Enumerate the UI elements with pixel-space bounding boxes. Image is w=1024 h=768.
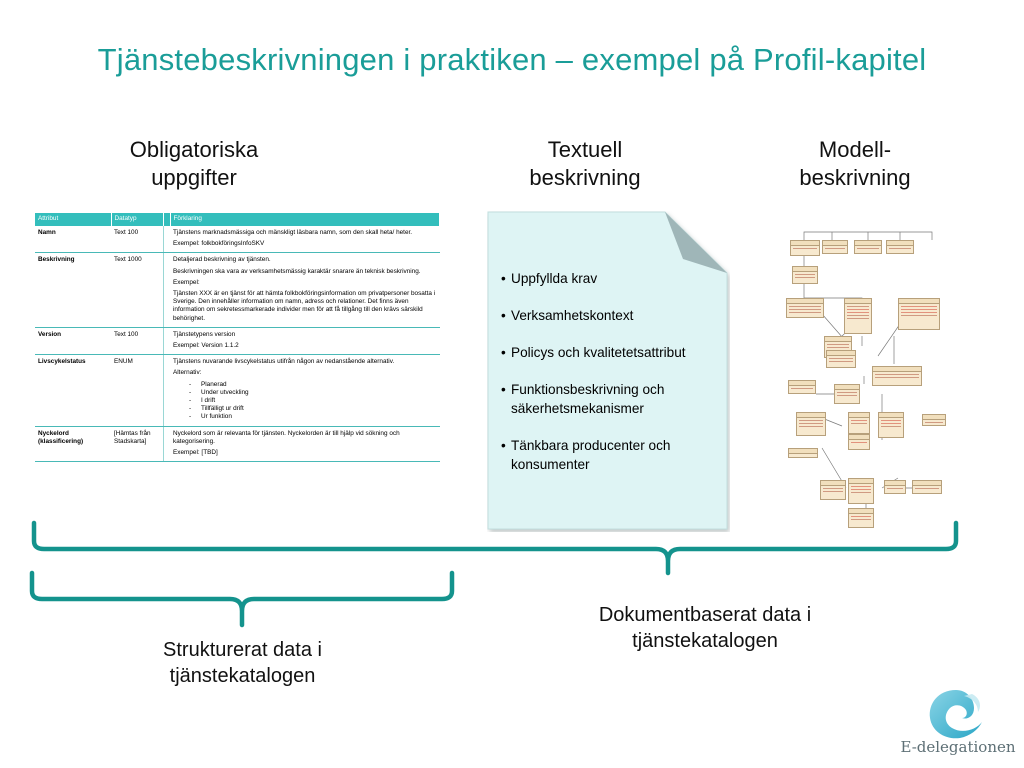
textual-items bbox=[501, 269, 723, 492]
row-attr: Namn bbox=[35, 226, 111, 253]
row-type: [Hämtas från Stadskarta] bbox=[111, 426, 163, 462]
list-item: • Verksamhetskontext bbox=[501, 306, 723, 325]
row-type: Text 1000 bbox=[111, 253, 163, 327]
list-item: • Tänkbara producenter och konsumenter bbox=[501, 436, 723, 474]
table-row bbox=[35, 426, 440, 462]
model-diagram bbox=[782, 226, 950, 528]
header-gap bbox=[163, 213, 170, 226]
logo-swirl-icon bbox=[898, 686, 1018, 742]
list-item: • Policys och kvalitetetsattribut bbox=[501, 343, 723, 362]
status-option: - Ur funktion bbox=[189, 413, 437, 421]
status-option: - Planerad bbox=[189, 381, 437, 389]
row-type: Text 100 bbox=[111, 327, 163, 354]
slide-title: Tjänstebeskrivningen i praktiken – exempel på Profil-kapitel bbox=[97, 42, 927, 77]
row-attr: Nyckelord (klassificering) bbox=[35, 426, 111, 462]
table-row bbox=[35, 253, 440, 327]
table-row bbox=[35, 226, 440, 253]
row-attr: Livscykelstatus bbox=[35, 355, 111, 426]
textual-description-document bbox=[487, 211, 730, 532]
row-explanation: Tjänstetypens version Exempel: Version 1.1.2 bbox=[170, 327, 440, 354]
status-option: - I drift bbox=[189, 397, 437, 405]
status-option: - Tillfälligt ur drift bbox=[189, 405, 437, 413]
header-attribut: Attribut bbox=[35, 213, 111, 226]
status-options bbox=[189, 381, 437, 422]
row-explanation: Nyckelord som är relevanta för tjänsten. Nyckelorden är till hjälp vid sökning och kategorisering. Exempel: [TBD] bbox=[170, 426, 440, 462]
row-attr: Beskrivning bbox=[35, 253, 111, 327]
label-structured-data: Strukturerat data i tjänstekatalogen bbox=[163, 639, 322, 687]
row-explanation: Tjänstens marknadsmässiga och mänskligt läsbara namn, som den skall heta/ heter. Exempel: folkbokföringsInfoSKV bbox=[170, 226, 440, 253]
list-item: • Uppfyllda krav bbox=[501, 269, 723, 288]
table-row bbox=[35, 327, 440, 354]
list-item: • Funktionsbeskrivning och säkerhetsmekanismer bbox=[501, 380, 723, 418]
status-option: - Under utveckling bbox=[189, 389, 437, 397]
header-forklaring: Förklaring bbox=[170, 213, 440, 226]
header-datatyp: Datatyp bbox=[111, 213, 163, 226]
column-heading-model: Modell- beskrivning bbox=[799, 137, 911, 190]
brace-large bbox=[34, 523, 956, 573]
column-heading-textual: Textuell beskrivning bbox=[529, 137, 641, 190]
row-type: ENUM bbox=[111, 355, 163, 426]
table-header-row bbox=[35, 213, 440, 226]
row-explanation: Tjänstens nuvarande livscykelstatus utifrån någon av nedanstående alternativ. Alternativ: - Planerad - Under utveckling - I drift - Tillfälligt ur drift - Ur funktion bbox=[170, 355, 440, 426]
row-type: Text 100 bbox=[111, 226, 163, 253]
attribute-table bbox=[35, 213, 440, 462]
table-row bbox=[35, 355, 440, 426]
row-explanation: Detaljerad beskrivning av tjänsten. Beskrivningen ska vara av verksamhetsmässig karaktär snarare än teknisk beskrivning. Exempel: Tjänsten XXX är en tjänst för att hämta folkbokföringsinformation om privatpersoner bosatta i Sverige. Den innehåller information om namn, adress och relationer. Det finns även information om sekretessmarkerade individer men för att få tillgång till den krävs särskild behörighet. bbox=[170, 253, 440, 327]
label-document-data: Dokumentbaserat data i tjänstekatalogen bbox=[598, 604, 812, 652]
e-delegationen-logo bbox=[898, 686, 1018, 764]
brace-small bbox=[32, 573, 452, 625]
logo-text: E-delegationen bbox=[900, 738, 1016, 756]
row-attr: Version bbox=[35, 327, 111, 354]
column-heading-mandatory: Obligatoriska uppgifter bbox=[129, 137, 259, 190]
